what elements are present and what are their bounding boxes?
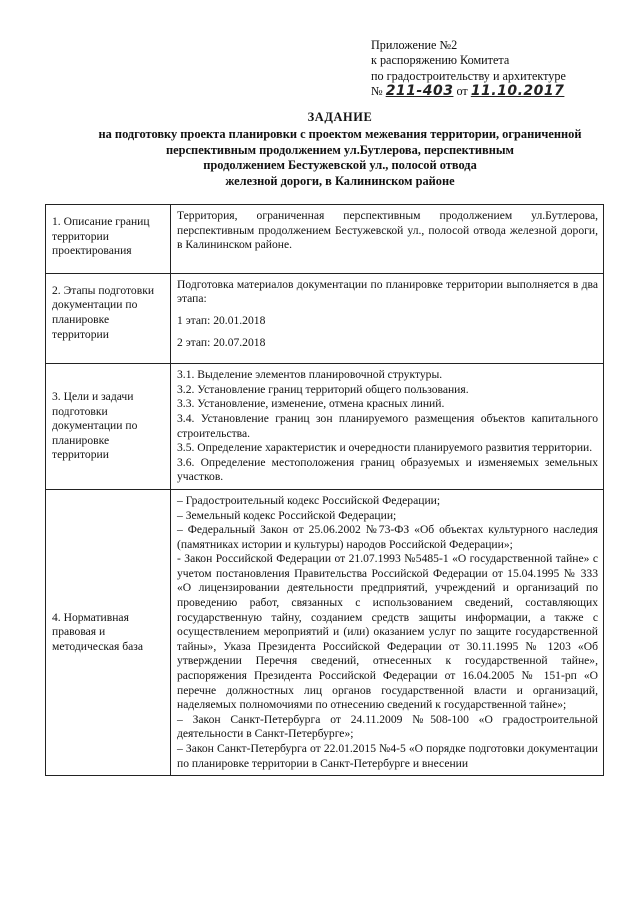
list-item: 3.3. Установление, изменение, отмена красных линий.	[177, 397, 445, 411]
list-item: 3.2. Установление границ территорий общего пользования.	[177, 382, 469, 396]
appendix-order-line: к распоряжению Комитета	[371, 53, 510, 68]
list-item: 3.6. Определение местоположения границ образуемых и изменяемых земельных участков.	[177, 455, 598, 484]
row-label: 2. Этапы подготовки документации по планировке территории	[46, 273, 171, 363]
appendix-number-line	[371, 84, 611, 99]
list-item: 3.5. Определение характеристик и очередности планируемого развития территории.	[177, 441, 593, 455]
title-line-2: перспективным продолжением ул.Бутлерова, перспективным	[166, 142, 514, 157]
task-table	[45, 204, 604, 776]
stage-2: 2 этап: 20.07.2018	[177, 335, 266, 349]
title-heading: ЗАДАНИЕ	[307, 110, 373, 124]
row-label: 4. Нормативная правовая и методическая база	[46, 489, 171, 775]
list-item: – Федеральный Закон от 25.06.2002 №73-ФЗ «Об объектах культурного наследия (памятниках истории и культуры) народов Российской Федерации»;	[177, 523, 598, 551]
number-prefix: №	[371, 83, 383, 98]
document-title	[60, 110, 620, 189]
row-label: 3. Цели и задачи подготовки документации по планировке территории	[46, 364, 171, 490]
appendix-title: Приложение №2	[371, 38, 458, 52]
row-content	[171, 273, 604, 363]
date-prefix: от	[456, 83, 468, 98]
list-item: 3.1. Выделение элементов планировочной структуры.	[177, 368, 443, 382]
row-content	[171, 489, 604, 775]
appendix-header	[371, 38, 611, 99]
title-line-4: железной дороги, в Калининском районе	[225, 173, 455, 188]
boundary-description: Территория, ограниченная перспективным продолжением ул.Бутлерова, перспективным продолжением Бестужевской ул., полосой отвода железной дороги, в Калининском районе.	[177, 209, 598, 252]
table-row	[46, 205, 604, 274]
order-date: 11.10.2017	[470, 82, 565, 99]
title-line-1: на подготовку проекта планировки с проектом межевания территории, ограниченной	[98, 127, 582, 142]
row-content	[171, 364, 604, 490]
row-label: 1. Описание границ территории проектирования	[46, 205, 171, 274]
list-item: – Земельный кодекс Российской Федерации;	[177, 508, 397, 522]
list-item: – Закон Санкт-Петербурга от 22.01.2015 №4-5 «О порядке подготовки документации по планировке территории в Санкт-Петербурге и внесении	[177, 742, 598, 770]
list-item: – Закон Санкт-Петербурга от 24.11.2009 №508-100 «О градостроительной деятельности в Санкт-Петербурге»;	[177, 712, 598, 741]
list-item: 3.4. Установление границ зон планируемого размещения объектов капитального строительства.	[177, 411, 598, 440]
table-row	[46, 364, 604, 490]
stage-1: 1 этап: 20.01.2018	[177, 313, 266, 327]
table-row	[46, 489, 604, 775]
appendix-committee-line: по градостроительству и архитектуре	[371, 68, 566, 83]
list-item: - Закон Российской Федерации от 21.07.1993 №5485-1 «О государственной тайне» с учетом постановления Правительства Российской Федерации от 15.04.1995 № 333 «О лицензировании деятельности предприятий, учреждений и организаций по проведению работ, связанных с использованием сведений, составляющих государственную тайну, созданием средств защиты информации, а также с осуществлением мероприятий и (или) оказанием услуг по защите государственной тайны», Указа Президента Российской Федерации от 30.11.1995 № 1203 «Об утверждении Перечня сведений, отнесенных к государственной тайне», распоряжения Президента Российской Федерации от 16.04.2005 № 151-рп «О перечне должностных лиц органов государственной власти и организаций, наделяемых полномочиями по отнесению сведений к государственной тайне»;	[177, 552, 598, 712]
list-item: – Градостроительный кодекс Российской Федерации;	[177, 493, 441, 507]
order-number: 211-403	[385, 82, 454, 99]
row-content	[171, 205, 604, 274]
title-line-3: продолжением Бестужевской ул., полосой отвода	[203, 158, 477, 173]
table-row	[46, 273, 604, 363]
stages-intro: Подготовка материалов документации по планировке территории выполняется в два этапа:	[177, 277, 598, 306]
